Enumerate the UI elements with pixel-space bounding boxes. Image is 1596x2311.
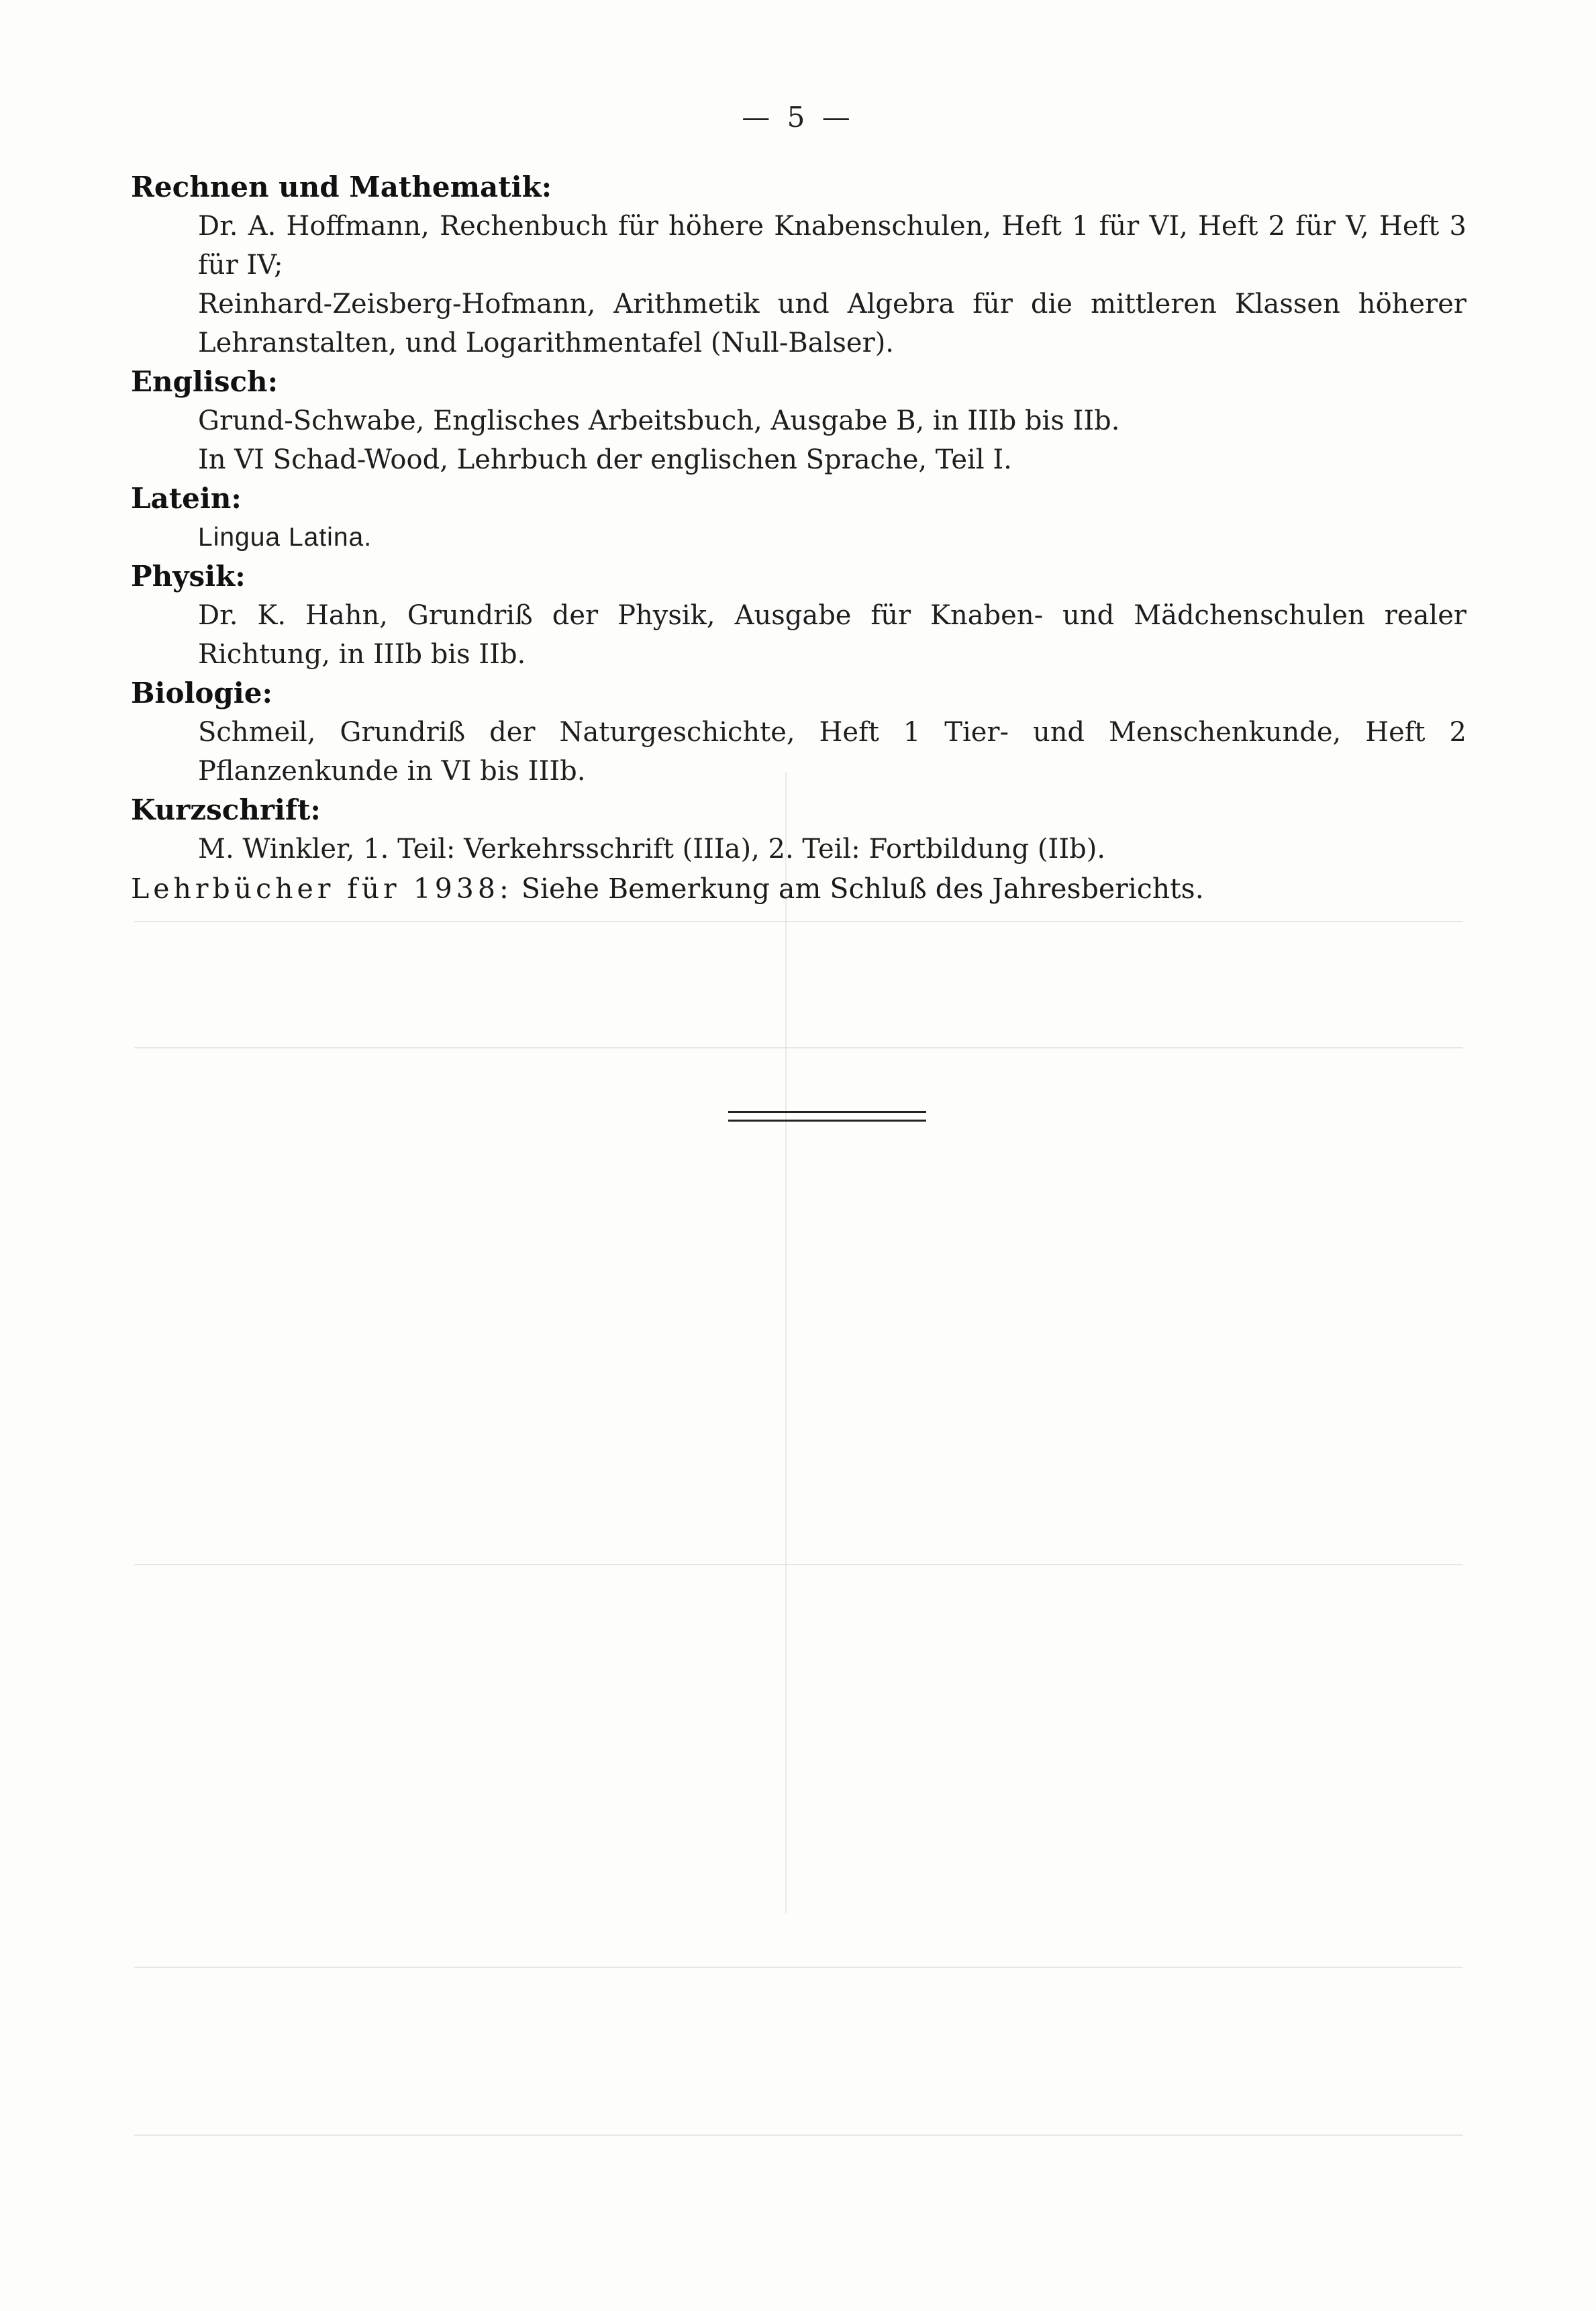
book-entry: In VI Schad-Wood, Lehrbuch der englischen Sprache, Teil I. bbox=[198, 444, 1012, 475]
section-heading: Rechnen und Mathematik: bbox=[131, 170, 552, 203]
bleed-through-line bbox=[134, 1564, 1463, 1565]
book-entry: Grund-Schwabe, Englisches Arbeitsbuch, Ausgabe B, in IIIb bis IIb. bbox=[198, 405, 1120, 436]
textbook-list bbox=[131, 168, 1466, 909]
section-heading: Latein: bbox=[131, 482, 242, 515]
bleed-through-rule bbox=[785, 772, 787, 1913]
section-heading: Physik: bbox=[131, 560, 246, 593]
section-english bbox=[131, 362, 1466, 479]
book-entry: Reinhard-Zeisberg-Hofmann, Arithmetik und Algebra für die mittleren Klassen höherer Lehranstalten, und Logarithmentafel (Null-Balser). bbox=[198, 289, 1466, 358]
book-entry: Schmeil, Grundriß der Naturgeschichte, Heft 1 Tier- und Menschenkunde, Heft 2 Pflanzenkunde in VI bis IIIb. bbox=[198, 717, 1466, 787]
section-physics bbox=[131, 557, 1466, 674]
bleed-through-line bbox=[134, 2134, 1463, 2136]
note-label: Lehrbücher für 1938: bbox=[131, 873, 513, 905]
bleed-through-line bbox=[134, 921, 1463, 922]
section-heading: Biologie: bbox=[131, 677, 272, 709]
section-mathematics bbox=[131, 168, 1466, 362]
book-entry: M. Winkler, 1. Teil: Verkehrsschrift (IIIa), 2. Teil: Fortbildung (IIb). bbox=[198, 834, 1106, 865]
note-text: Siehe Bemerkung am Schluß des Jahresberichts. bbox=[521, 873, 1204, 905]
bleed-through-line bbox=[134, 1047, 1463, 1048]
section-biology bbox=[131, 674, 1466, 791]
book-entry: Dr. K. Hahn, Grundriß der Physik, Ausgabe für Knaben- und Mädchenschulen realer Richtung, in IIIb bis IIb. bbox=[198, 600, 1466, 670]
page-number: — 5 — bbox=[742, 101, 854, 134]
section-heading: Kurzschrift: bbox=[131, 793, 321, 826]
book-entry: Dr. A. Hoffmann, Rechenbuch für höhere Knabenschulen, Heft 1 für VI, Heft 2 für V, Heft 3 für IV; bbox=[198, 211, 1466, 281]
section-latin bbox=[131, 479, 1466, 557]
bleed-through-line bbox=[134, 1967, 1463, 1968]
section-divider bbox=[728, 1111, 926, 1122]
textbooks-1938-note bbox=[131, 869, 1466, 909]
section-heading: Englisch: bbox=[131, 365, 279, 398]
book-entry: Lingua Latina. bbox=[198, 523, 372, 552]
section-shorthand bbox=[131, 791, 1466, 869]
